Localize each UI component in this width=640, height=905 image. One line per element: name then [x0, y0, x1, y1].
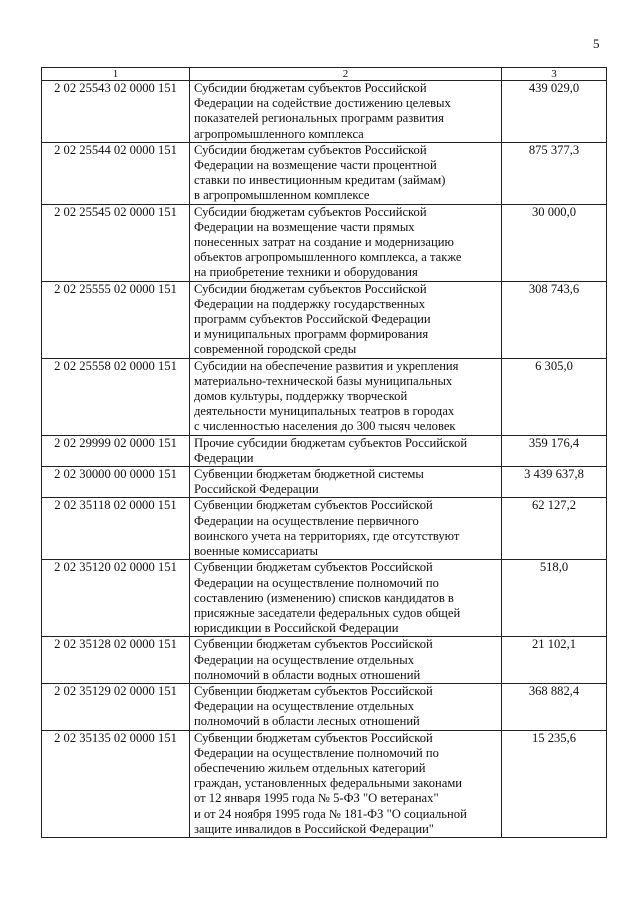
budget-code: 2 02 25558 02 0000 151 [42, 358, 190, 435]
amount-value: 359 176,4 [502, 435, 607, 466]
description-line: Субвенции бюджетам бюджетной системы [194, 467, 424, 482]
description-line: составлению (изменению) списков кандидатов в [194, 590, 454, 605]
description-line: Федерации [194, 450, 254, 465]
revenue-description [190, 560, 502, 637]
description-line: Федерации на содействие достижению целевых [194, 96, 451, 111]
description-line: Федерации на осуществление отдельных [194, 699, 414, 714]
amount-value: 6 305,0 [502, 358, 607, 435]
description-line: понесенных затрат на создание и модернизацию [194, 235, 454, 250]
table-row [42, 730, 607, 837]
table-row [42, 81, 607, 143]
description-line: Федерации на осуществление полномочий по [194, 745, 439, 760]
revenue-description [190, 81, 502, 143]
amount-value: 439 029,0 [502, 81, 607, 143]
revenue-description [190, 204, 502, 281]
description-line: материально-технической базы муниципальных [194, 373, 453, 388]
amount-value: 21 102,1 [502, 637, 607, 684]
description-line: Субсидии бюджетам субъектов Российской [194, 281, 427, 296]
amount-value: 308 743,6 [502, 281, 607, 358]
table-row [42, 435, 607, 466]
column-number-row [42, 68, 607, 81]
description-line: Субвенции бюджетам субъектов Российской [194, 730, 433, 745]
amount-value: 875 377,3 [502, 142, 607, 204]
page-number: 5 [593, 36, 600, 51]
description-line: Субвенции бюджетам субъектов Российской [194, 683, 433, 698]
table-row [42, 467, 607, 498]
budget-code: 2 02 25555 02 0000 151 [42, 281, 190, 358]
description-line: Субсидии на обеспечение развития и укрепления [194, 358, 459, 373]
column-number-3: 3 [502, 68, 607, 81]
revenue-description [190, 730, 502, 837]
budget-code: 2 02 25545 02 0000 151 [42, 204, 190, 281]
column-number-2: 2 [190, 68, 502, 81]
description-line: современной городской среды [194, 342, 357, 357]
budget-code: 2 02 30000 00 0000 151 [42, 467, 190, 498]
description-line: Субвенции бюджетам субъектов Российской [194, 560, 433, 575]
description-line: Федерации на осуществление полномочий по [194, 575, 439, 590]
description-line: обеспечению жильем отдельных категорий [194, 760, 426, 775]
description-line: показателей региональных программ развития [194, 111, 444, 126]
description-line: на приобретение техники и оборудования [194, 265, 418, 280]
revenue-description [190, 637, 502, 684]
budget-code: 2 02 35129 02 0000 151 [42, 683, 190, 730]
budget-code: 2 02 29999 02 0000 151 [42, 435, 190, 466]
budget-table [41, 67, 607, 838]
description-line: граждан, установленных федеральными законами [194, 776, 463, 791]
revenue-description [190, 281, 502, 358]
table-row [42, 560, 607, 637]
description-line: от 12 января 1995 года № 5-ФЗ "О ветеранах" [194, 791, 439, 806]
amount-value: 368 882,4 [502, 683, 607, 730]
table-body [42, 81, 607, 838]
description-line: Федерации на возмещение части прямых [194, 219, 415, 234]
column-number-1: 1 [42, 68, 190, 81]
description-line: в агропромышленном комплексе [194, 188, 370, 203]
description-line: и муниципальных программ формирования [194, 327, 429, 342]
table-row [42, 498, 607, 560]
revenue-description [190, 498, 502, 560]
revenue-description [190, 142, 502, 204]
description-line: Субвенции бюджетам субъектов Российской [194, 498, 433, 513]
table-row [42, 683, 607, 730]
description-line: и от 24 ноября 1995 года № 181-ФЗ "О социальной [194, 806, 467, 821]
amount-value: 30 000,0 [502, 204, 607, 281]
description-line: Субсидии бюджетам субъектов Российской [194, 81, 427, 95]
description-line: программ субъектов Российской Федерации [194, 312, 431, 327]
budget-code: 2 02 25544 02 0000 151 [42, 142, 190, 204]
description-line: деятельности муниципальных театров в городах [194, 404, 455, 419]
table-row [42, 204, 607, 281]
description-line: Федерации на возмещение части процентной [194, 158, 437, 173]
budget-code: 2 02 35128 02 0000 151 [42, 637, 190, 684]
description-line: Федерации на поддержку государственных [194, 296, 426, 311]
description-line: домов культуры, поддержку творческой [194, 389, 408, 404]
description-line: полномочий в области водных отношений [194, 667, 421, 682]
revenue-description [190, 683, 502, 730]
budget-code: 2 02 35135 02 0000 151 [42, 730, 190, 837]
budget-code: 2 02 25543 02 0000 151 [42, 81, 190, 143]
description-line: присяжные заседатели федеральных судов общей [194, 605, 461, 620]
description-line: юрисдикции в Российской Федерации [194, 621, 399, 636]
description-line: Прочие субсидии бюджетам субъектов Российской [194, 435, 468, 450]
description-line: Субсидии бюджетам субъектов Российской [194, 142, 427, 157]
amount-value: 62 127,2 [502, 498, 607, 560]
table-row [42, 142, 607, 204]
description-line: Субсидии бюджетам субъектов Российской [194, 204, 427, 219]
description-line: воинского учета на территориях, где отсутствуют [194, 528, 460, 543]
description-line: Субвенции бюджетам субъектов Российской [194, 637, 433, 652]
amount-value: 15 235,6 [502, 730, 607, 837]
table-row [42, 281, 607, 358]
description-line: Федерации на осуществление отдельных [194, 652, 414, 667]
description-line: ставки по инвестиционным кредитам (займам) [194, 173, 446, 188]
budget-code: 2 02 35120 02 0000 151 [42, 560, 190, 637]
revenue-description [190, 435, 502, 466]
amount-value: 3 439 637,8 [502, 467, 607, 498]
table-row [42, 358, 607, 435]
description-line: с численностью населения до 300 тысяч человек [194, 419, 456, 434]
description-line: Российской Федерации [194, 482, 319, 497]
description-line: защите инвалидов в Российской Федерации" [194, 821, 434, 836]
description-line: военные комиссариаты [194, 544, 319, 559]
table-row [42, 637, 607, 684]
description-line: агропромышленного комплекса [194, 126, 364, 141]
description-line: полномочий в области лесных отношений [194, 714, 420, 729]
description-line: Федерации на осуществление первичного [194, 513, 419, 528]
revenue-description [190, 358, 502, 435]
amount-value: 518,0 [502, 560, 607, 637]
revenue-description [190, 467, 502, 498]
description-line: объектов агропромышленного комплекса, а также [194, 250, 462, 265]
budget-code: 2 02 35118 02 0000 151 [42, 498, 190, 560]
